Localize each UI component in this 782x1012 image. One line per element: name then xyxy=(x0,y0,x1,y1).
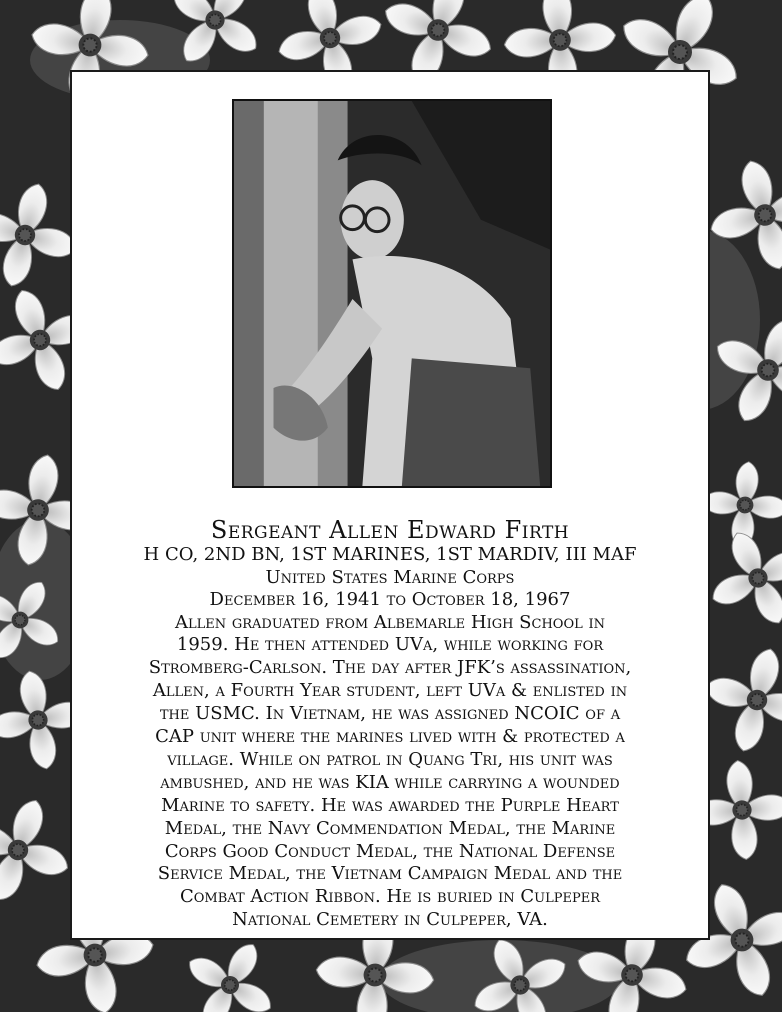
bio-line: Marine to safety. He was awarded the Purple Heart xyxy=(161,794,619,816)
bio-line: Medal, the Navy Commendation Medal, the Marine xyxy=(164,817,616,839)
bio-line: Corps Good Conduct Medal, the National Defense xyxy=(164,840,616,862)
bio-line: Combat Action Ribbon. He is buried in Culpeper xyxy=(180,886,600,908)
bio-line: Service Medal, the Vietnam Campaign Medal and the xyxy=(157,863,623,885)
bio-line: village. While on patrol in Quang Tri, his unit was xyxy=(167,748,613,770)
branch-line: United States Marine Corps xyxy=(265,566,515,588)
biography xyxy=(80,612,700,933)
memorial-text xyxy=(80,516,700,932)
bio-line: the USMC. In Vietnam, he was assigned NCOIC of a xyxy=(159,703,621,725)
bio-line: Allen graduated from Albemarle High School in xyxy=(175,611,605,633)
portrait-photo xyxy=(232,99,552,488)
bio-line: 1959. He then attended UVa, while working for xyxy=(176,634,604,656)
honoree-name: Sergeant Allen Edward Firth xyxy=(210,516,570,544)
bio-line: National Cemetery in Culpeper, VA. xyxy=(232,909,548,931)
unit-line: H CO, 2ND BN, 1ST MARINES, 1ST MARDIV, III MAF xyxy=(143,544,637,565)
bio-line: ambushed, and he was KIA while carrying a wounded xyxy=(160,771,620,793)
dates-line: December 16, 1941 to October 18, 1967 xyxy=(209,589,571,610)
memorial-card xyxy=(70,70,710,940)
bio-line: Stromberg-Carlson. The day after JFK’s assassination, xyxy=(148,657,632,679)
bio-line: Allen, a Fourth Year student, left UVa & enlisted in xyxy=(152,680,628,702)
bio-line: CAP unit where the marines lived with & protected a xyxy=(155,726,625,748)
